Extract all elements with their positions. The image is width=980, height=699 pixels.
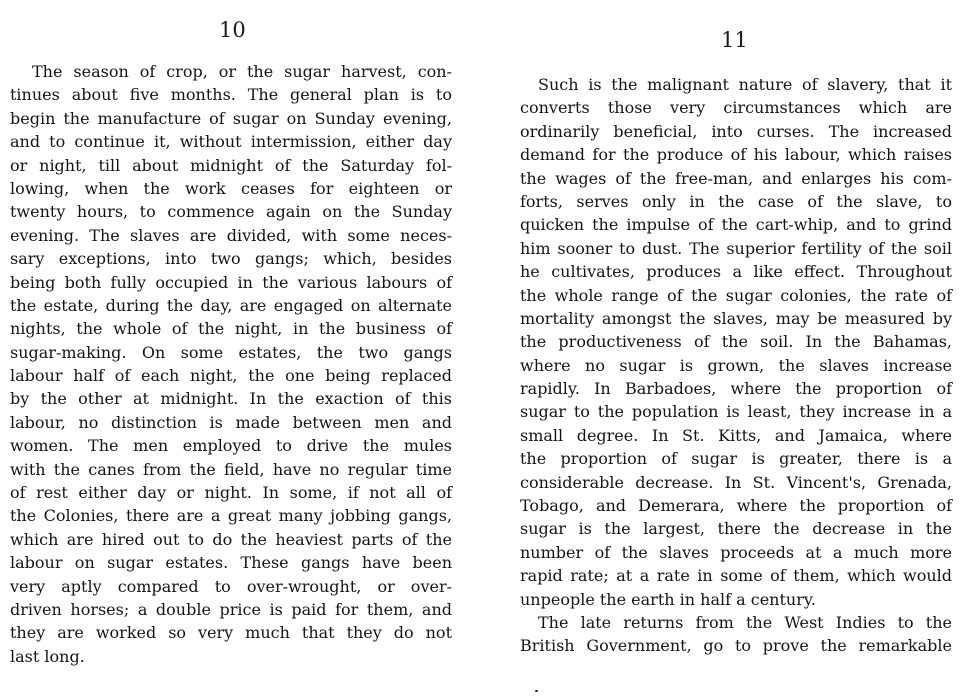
- text-line: the Colonies, there are a great many jobbing gangs,: [10, 506, 452, 526]
- text-line: ordinarily beneficial, into curses. The increased: [520, 121, 952, 141]
- text-line: driven horses; a double price is paid for them, and: [10, 599, 452, 619]
- text-line: the productiveness of the soil. In the Bahamas,: [520, 332, 952, 352]
- text-line: sary exceptions, into two gangs; which, besides: [10, 249, 452, 269]
- text-line: begin the manufacture of sugar on Sunday evening,: [10, 108, 452, 128]
- text-line: sugar to the population is least, they increase in a: [520, 402, 952, 422]
- text-line: nights, the whole of the night, in the business of: [10, 319, 452, 339]
- page-number-right: 11: [721, 28, 748, 52]
- text-line: twenty hours, to commence again on the Sunday: [10, 202, 452, 222]
- text-line: of rest either day or night. In some, if not all of: [10, 483, 452, 503]
- text-line: labour half of each night, the one being replaced: [10, 366, 452, 386]
- right-page-text: [520, 73, 952, 658]
- text-line: unpeople the earth in half a century.: [520, 589, 816, 609]
- text-line: British Government, go to prove the remarkable: [520, 636, 952, 656]
- text-line: evening. The slaves are divided, with some neces-: [10, 225, 452, 245]
- text-line: which are hired out to do the heaviest parts of the: [10, 529, 452, 549]
- left-page-text: [10, 60, 452, 668]
- text-line: the whole range of the sugar colonies, the rate of: [520, 285, 952, 305]
- right-page: [490, 0, 980, 699]
- text-line: quicken the impulse of the cart-whip, and to grind: [520, 215, 952, 235]
- text-line: or night, till about midnight of the Saturday fol-: [10, 155, 452, 175]
- text-line: forts, serves only in the case of the slave, to: [520, 191, 952, 211]
- text-line: rapidly. In Barbadoes, where the proportion of: [520, 379, 952, 399]
- text-line: converts those very circumstances which are: [520, 98, 952, 118]
- text-line: rapid rate; at a rate in some of them, which would: [520, 566, 952, 586]
- text-line: demand for the produce of his labour, which raises: [520, 145, 952, 165]
- text-line: small degree. In St. Kitts, and Jamaica, where: [520, 425, 952, 445]
- text-line: labour on sugar estates. These gangs have been: [10, 553, 452, 573]
- text-line: they are worked so very much that they do not: [10, 623, 452, 643]
- text-line: The late returns from the West Indies to the: [538, 612, 952, 632]
- text-line: where no sugar is grown, the slaves increase: [520, 355, 952, 375]
- text-line: him sooner to dust. The superior fertility of the soil: [520, 238, 952, 258]
- text-line: Such is the malignant nature of slavery, that it: [538, 75, 952, 94]
- text-line: by the other at midnight. In the exaction of this: [10, 389, 452, 409]
- text-line: and to continue it, without intermission, either day: [10, 132, 452, 152]
- page-number-left: 10: [219, 18, 246, 42]
- text-line: women. The men employed to drive the mules: [10, 436, 452, 456]
- ink-speck: [535, 690, 538, 692]
- text-line: sugar is the largest, there the decrease in the: [520, 519, 952, 539]
- text-line: tinues about five months. The general plan is to: [10, 85, 452, 105]
- text-line: Tobago, and Demerara, where the proportion of: [520, 496, 952, 516]
- text-line: he cultivates, produces a like effect. Throughout: [520, 262, 952, 282]
- text-line: The season of crop, or the sugar harvest, con-: [32, 62, 452, 81]
- text-line: the proportion of sugar is greater, there is a: [520, 449, 952, 469]
- text-line: last long.: [10, 646, 85, 666]
- text-line: with the canes from the field, have no regular time: [10, 459, 452, 479]
- text-line: labour, no distinction is made between men and: [10, 412, 452, 432]
- text-line: number of the slaves proceeds at a much more: [520, 542, 952, 562]
- text-line: being both fully occupied in the various labours of: [10, 272, 452, 292]
- text-line: mortality amongst the slaves, may be measured by: [520, 308, 952, 328]
- text-line: very aptly compared to over-wrought, or over-: [10, 576, 452, 596]
- text-line: lowing, when the work ceases for eighteen or: [10, 178, 452, 198]
- text-line: the estate, during the day, are engaged on alternate: [10, 295, 452, 315]
- text-line: considerable decrease. In St. Vincent's, Grenada,: [520, 472, 952, 492]
- text-line: sugar-making. On some estates, the two gangs: [10, 342, 452, 362]
- text-line: the wages of the free-man, and enlarges his com-: [520, 168, 952, 188]
